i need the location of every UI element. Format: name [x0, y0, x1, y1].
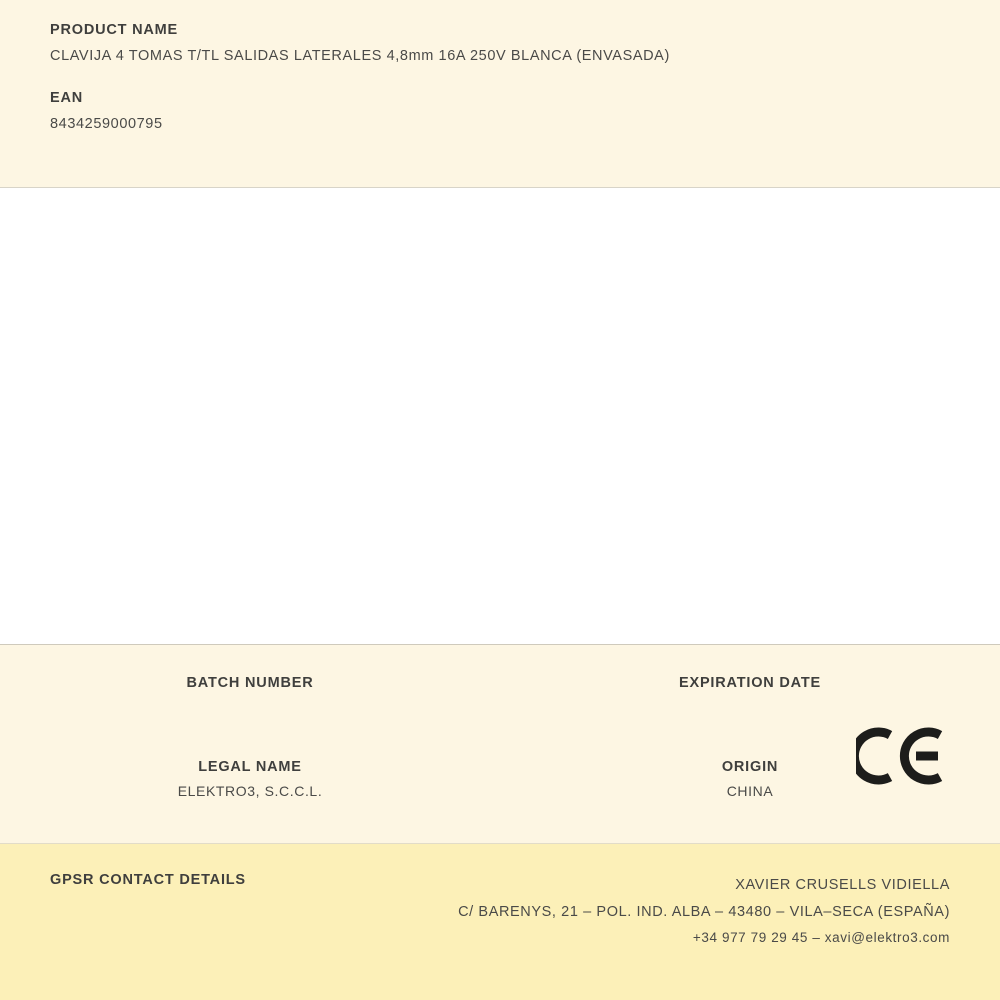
gpsr-contact-lines: [458, 872, 950, 951]
ean-group: [50, 90, 950, 132]
gpsr-contact-name: XAVIER CRUSELLS VIDIELLA: [735, 877, 950, 893]
product-header-block: [0, 0, 1000, 188]
legal-name-value: ELEKTRO3, S.C.C.L.: [177, 783, 323, 799]
product-name-group: [50, 22, 950, 64]
batch-number-cell: [0, 675, 500, 699]
gpsr-contact-address: C/ BARENYS, 21 – POL. IND. ALBA – 43480 – VILA–SECA (ESPAÑA): [458, 903, 950, 920]
expiration-date-label: EXPIRATION DATE: [679, 675, 821, 691]
origin-label: ORIGIN: [721, 759, 779, 775]
gpsr-contact-phone-email: +34 977 79 29 45 – xavi@elektro3.com: [692, 929, 950, 945]
legal-name-label: LEGAL NAME: [198, 759, 302, 775]
product-name-value: CLAVIJA 4 TOMAS T/TL SALIDAS LATERALES 4,8mm 16A 250V BLANCA (ENVASADA): [50, 48, 670, 64]
product-image-area: [0, 188, 1000, 645]
product-details-block: [0, 645, 1000, 844]
details-row-batch-expiration: [0, 675, 1000, 699]
origin-value: CHINA: [726, 783, 774, 799]
batch-number-label: BATCH NUMBER: [186, 675, 314, 691]
product-name-label: PRODUCT NAME: [50, 22, 179, 38]
details-row-legal-origin: [0, 759, 1000, 799]
expiration-date-cell: [500, 675, 1000, 699]
gpsr-contact-block: [0, 844, 1000, 1000]
gpsr-contact-label: GPSR CONTACT DETAILS: [50, 872, 246, 888]
ce-marking-icon: [856, 725, 948, 787]
ean-value: 8434259000795: [50, 116, 163, 132]
legal-name-cell: [0, 759, 500, 799]
ean-label: EAN: [50, 90, 84, 106]
